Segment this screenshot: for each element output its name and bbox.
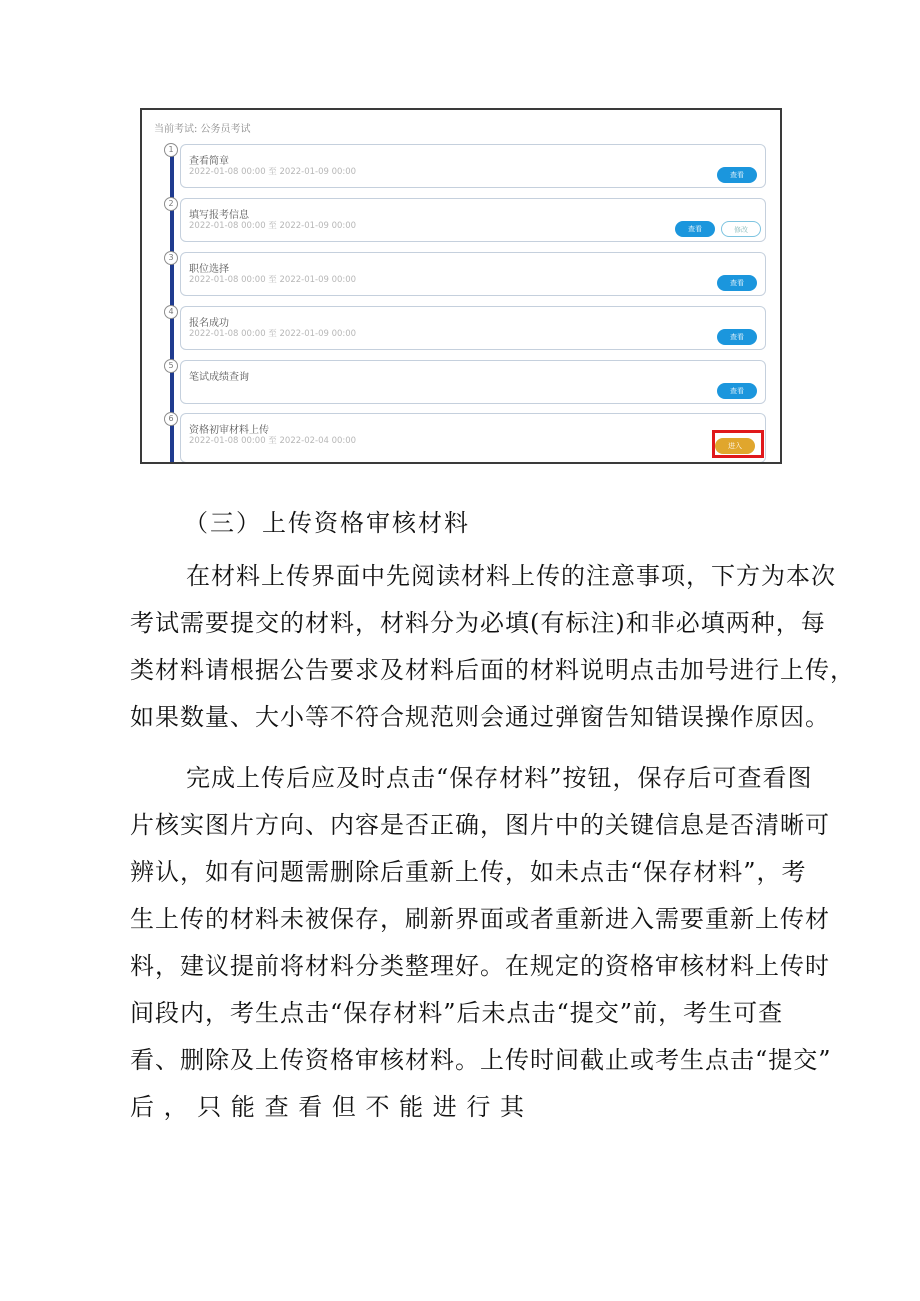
current-exam-label: 当前考试: 公务员考试 <box>154 124 251 135</box>
text-line: 如果数量、大小等不符合规范则会通过弹窗告知错误操作原因。 <box>130 703 830 731</box>
char: 其 <box>500 1093 526 1121</box>
step-node-6: 6 <box>164 412 178 426</box>
text-line: 类材料请根据公告要求及材料后面的材料说明点击加号进行上传， <box>130 656 855 684</box>
edit-button[interactable]: 修改 <box>721 221 761 237</box>
char: 行 <box>466 1093 492 1121</box>
view-button[interactable]: 查看 <box>717 329 757 345</box>
text-line: 料，建议提前将材料分类整理好。在规定的资格审核材料上传时 <box>130 952 830 980</box>
step-card-2 <box>180 198 766 242</box>
char: 进 <box>432 1093 458 1121</box>
view-button[interactable]: 查看 <box>717 167 757 183</box>
paragraph-2 <box>130 755 832 1131</box>
embedded-screenshot <box>140 108 782 464</box>
step-title: 报名成功 <box>189 318 229 329</box>
step-title: 资格初审材料上传 <box>189 425 269 436</box>
text-line: 看、删除及上传资格审核材料。上传时间截止或考生点击“提交” <box>130 1046 832 1074</box>
text-line: 生上传的材料未被保存，刷新界面或者重新进入需要重新上传材 <box>130 905 830 933</box>
highlight-box <box>712 430 764 458</box>
view-button[interactable]: 查看 <box>717 275 757 291</box>
step-node-5: 5 <box>164 359 178 373</box>
step-title: 笔试成绩查询 <box>189 372 249 383</box>
enter-button[interactable]: 进入 <box>715 438 755 454</box>
text-line: 完成上传后应及时点击“保存材料”按钮，保存后可查看图 <box>186 764 813 792</box>
paragraph-1 <box>130 553 855 741</box>
step-card-5 <box>180 360 766 404</box>
char: 查 <box>264 1093 290 1121</box>
view-button[interactable]: 查看 <box>675 221 715 237</box>
step-node-1: 1 <box>164 143 178 157</box>
text-line: 辨认，如有问题需删除后重新上传，如未点击“保存材料”，考 <box>130 858 807 886</box>
text-line: 考试需要提交的材料，材料分为必填(有标注)和非必填两种，每 <box>130 609 826 637</box>
step-title: 职位选择 <box>189 264 229 275</box>
step-card-1 <box>180 144 766 188</box>
char: 但 <box>331 1093 357 1121</box>
view-button[interactable]: 查看 <box>717 383 757 399</box>
char: 不 <box>365 1093 391 1121</box>
step-card-4 <box>180 306 766 350</box>
char: 能 <box>230 1093 256 1121</box>
step-time: 2022-01-08 00:00 至 2022-01-09 00:00 <box>189 275 357 285</box>
text-line-spread <box>130 1084 790 1131</box>
text-line: 间段内，考生点击“保存材料”后未点击“提交”前，考生可查 <box>130 999 784 1027</box>
step-time: 2022-01-08 00:00 至 2022-01-09 00:00 <box>189 329 357 339</box>
section-title: （三）上传资格审核材料 <box>184 509 470 537</box>
step-card-6 <box>180 413 766 463</box>
step-title: 查看简章 <box>189 156 229 167</box>
step-time: 2022-01-08 00:00 至 2022-01-09 00:00 <box>189 221 357 231</box>
char: ， <box>163 1093 189 1121</box>
char: 只 <box>197 1093 223 1121</box>
char: 后 <box>130 1093 155 1121</box>
char: 能 <box>399 1093 425 1121</box>
step-node-4: 4 <box>164 305 178 319</box>
step-card-3 <box>180 252 766 296</box>
char: 看 <box>298 1093 324 1121</box>
step-node-3: 3 <box>164 251 178 265</box>
step-time: 2022-01-08 00:00 至 2022-02-04 00:00 <box>189 436 357 446</box>
text-line: 片核实图片方向、内容是否正确，图片中的关键信息是否清晰可 <box>130 811 830 839</box>
step-time: 2022-01-08 00:00 至 2022-01-09 00:00 <box>189 167 357 177</box>
step-title: 填写报考信息 <box>189 210 249 221</box>
step-node-2: 2 <box>164 197 178 211</box>
text-line: 在材料上传界面中先阅读材料上传的注意事项，下方为本次 <box>186 562 836 590</box>
